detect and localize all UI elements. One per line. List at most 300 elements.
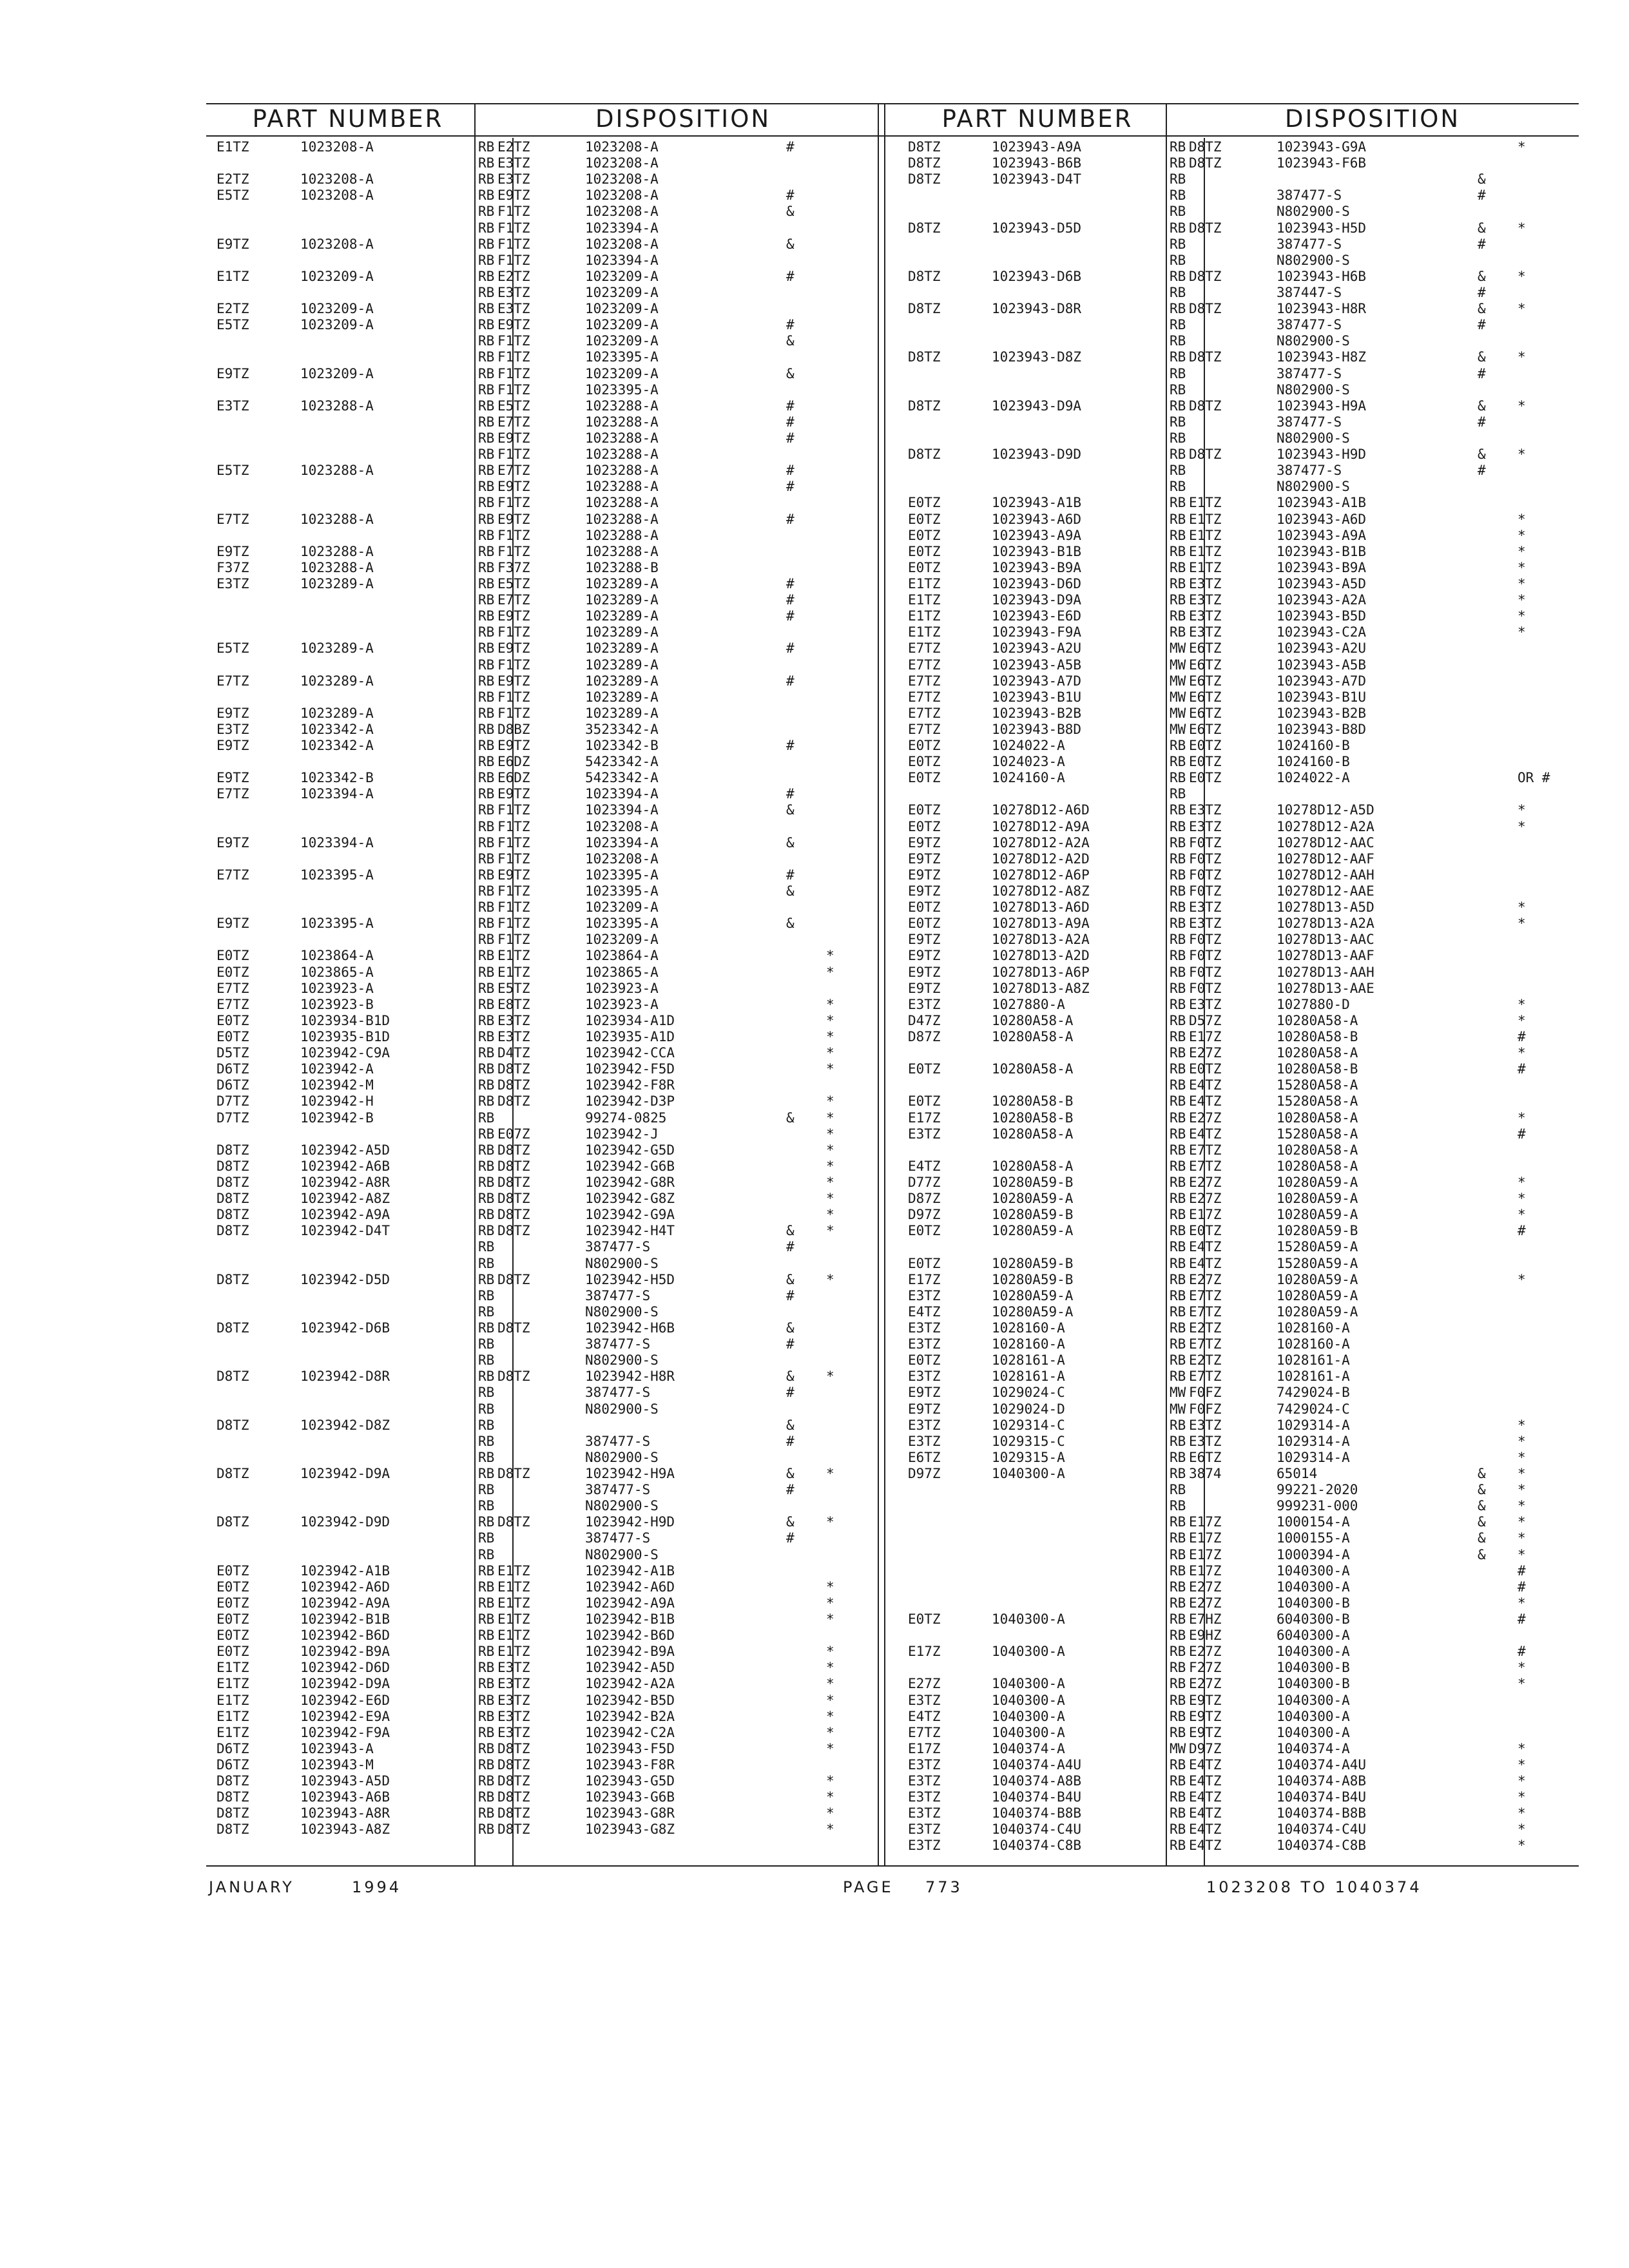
disposition-code: RB: [478, 414, 495, 430]
disposition-code: RB: [478, 1756, 495, 1773]
disposition-code: RB: [1170, 349, 1186, 365]
flag-amp: &: [1478, 1546, 1486, 1562]
flag-amp: #: [786, 1433, 795, 1449]
disposition-number: 3523342-A: [585, 721, 659, 737]
disposition-code: RB: [478, 1012, 495, 1028]
part-number: 10278D12-A6D: [992, 802, 1090, 818]
part-number: 1040374-A: [992, 1740, 1065, 1756]
flag-amp: #: [786, 398, 795, 414]
flag-amp: #: [786, 592, 795, 608]
disposition-model: F1TZ: [497, 220, 530, 236]
table-row: [898, 1191, 1587, 1207]
disposition-model: F1TZ: [497, 916, 530, 932]
part-number: 10278D12-A6P: [992, 867, 1090, 883]
part-model: E7TZ: [217, 673, 249, 689]
flag-amp: #: [786, 430, 795, 446]
table-row: [206, 738, 896, 754]
flag-note: *: [1518, 1530, 1526, 1546]
flag-note: *: [1518, 1012, 1526, 1028]
table-row: [206, 139, 896, 155]
table-row: [206, 1207, 896, 1223]
disposition-model: 3874: [1189, 1465, 1222, 1481]
part-model: D8TZ: [217, 1369, 249, 1385]
flag-note: *: [826, 1692, 834, 1708]
bottom-rule: [206, 1865, 1579, 1867]
part-number: 1029024-C: [992, 1385, 1065, 1401]
flag-note: *: [1518, 139, 1526, 155]
disposition-number: 1023288-A: [585, 398, 659, 414]
table-row: [898, 1838, 1587, 1854]
table-row: [206, 285, 896, 301]
part-number: 1028161-A: [992, 1369, 1065, 1385]
footer-year: 1994: [352, 1878, 402, 1896]
part-number: 1023943-D9A: [992, 398, 1082, 414]
flag-amp: &: [786, 802, 795, 818]
disposition-code: RB: [1170, 1223, 1186, 1239]
disposition-number: 1023943-A5B: [1277, 657, 1367, 673]
disposition-code: RB: [478, 381, 495, 398]
disposition-number: 1023209-A: [585, 284, 659, 300]
disposition-number: 387477-S: [585, 1287, 651, 1303]
disposition-model: D8TZ: [497, 1821, 530, 1838]
table-row: [898, 1530, 1587, 1546]
disposition-code: RB: [1170, 1287, 1186, 1303]
disposition-code: RB: [1170, 738, 1186, 754]
footer-range: 1023208 TO 1040374: [1206, 1878, 1422, 1896]
disposition-model: E1TZ: [497, 1562, 530, 1579]
disposition-number: 1023943-H9A: [1277, 398, 1367, 414]
disposition-code: RB: [478, 1449, 495, 1465]
flag-amp: #: [786, 1385, 795, 1401]
part-model: E1TZ: [908, 608, 941, 624]
part-number: 10280A58-A: [992, 1012, 1074, 1028]
part-model: E0TZ: [217, 1644, 249, 1660]
part-model: E9TZ: [217, 705, 249, 721]
disposition-number: 1040300-A: [1277, 1708, 1350, 1724]
part-number: 1023942-B: [300, 1110, 374, 1126]
table-row: [898, 512, 1587, 528]
disposition-model: E1TZ: [497, 1628, 530, 1644]
part-model: E9TZ: [217, 738, 249, 754]
part-model: D97Z: [908, 1465, 941, 1481]
table-row: [898, 1595, 1587, 1611]
disposition-model: F1TZ: [497, 495, 530, 511]
part-number: 1023865-A: [300, 964, 374, 980]
disposition-code: RB: [1170, 1692, 1186, 1708]
part-model: E3TZ: [908, 1433, 941, 1449]
header-part-number-right: PART NUMBER: [941, 105, 1133, 133]
disposition-code: RB: [478, 1175, 495, 1190]
disposition-number: 1023208-A: [585, 236, 659, 252]
flag-amp: #: [786, 268, 795, 284]
disposition-code: RB: [1170, 996, 1186, 1012]
disposition-number: 1023288-A: [585, 543, 659, 559]
disposition-model: F1TZ: [497, 802, 530, 818]
disposition-number: 387477-S: [1277, 365, 1342, 381]
table-row: [898, 1126, 1587, 1142]
disposition-code: RB: [478, 155, 495, 171]
part-number: 1023289-A: [300, 673, 374, 689]
part-number: 1023864-A: [300, 948, 374, 964]
disposition-number: 10280A58-A: [1277, 1012, 1358, 1028]
flag-amp: #: [786, 414, 795, 430]
flag-amp: &: [1478, 1498, 1486, 1514]
disposition-model: D8TZ: [1189, 268, 1222, 284]
disposition-model: E4TZ: [1189, 1255, 1222, 1271]
disposition-model: F1TZ: [497, 705, 530, 721]
disposition-model: E17Z: [1189, 1530, 1222, 1546]
part-number: 1023943-F9A: [992, 624, 1082, 640]
flag-note: #: [1518, 1562, 1526, 1579]
disposition-number: 1023288-B: [585, 559, 659, 575]
part-number: 1040374-C8B: [992, 1838, 1082, 1854]
table-row: [206, 1061, 896, 1077]
disposition-code: RB: [478, 1692, 495, 1708]
part-number: 10278D12-A9A: [992, 818, 1090, 834]
part-model: D7TZ: [217, 1093, 249, 1110]
part-model: E9TZ: [908, 1385, 941, 1401]
disposition-code: RB: [1170, 1093, 1186, 1110]
disposition-number: 6040300-B: [1277, 1611, 1350, 1627]
disposition-number: 1023395-A: [585, 349, 659, 365]
disposition-code: RB: [478, 1740, 495, 1756]
disposition-code: RB: [478, 204, 495, 220]
disposition-number: 1023942-A6D: [585, 1579, 675, 1595]
table-row: [898, 1611, 1587, 1628]
disposition-code: RB: [1170, 1271, 1186, 1287]
table-row: [898, 738, 1587, 754]
flag-note: *: [826, 996, 834, 1012]
part-model: E27Z: [908, 1676, 941, 1692]
disposition-code: RB: [1170, 1239, 1186, 1255]
part-model: E9TZ: [908, 932, 941, 948]
part-model: E6TZ: [908, 1449, 941, 1465]
disposition-number: 1023395-A: [585, 883, 659, 899]
flag-note: *: [826, 1611, 834, 1627]
disposition-number: N802900-S: [1277, 204, 1350, 220]
disposition-model: E5TZ: [497, 980, 530, 996]
table-row: [206, 204, 896, 220]
part-number: 1023942-B1B: [300, 1611, 390, 1627]
disposition-number: 15280A59-A: [1277, 1239, 1358, 1255]
part-model: D6TZ: [217, 1077, 249, 1093]
flag-note: *: [826, 1740, 834, 1756]
disposition-number: 1023942-A9A: [585, 1595, 675, 1611]
flag-amp: &: [786, 883, 795, 899]
disposition-number: 1023943-G6B: [585, 1789, 675, 1805]
flag-note: *: [826, 1126, 834, 1142]
disposition-model: E3TZ: [497, 1012, 530, 1028]
table-row: [206, 1029, 896, 1045]
disposition-model: E3TZ: [1189, 1433, 1222, 1449]
disposition-code: RB: [478, 867, 495, 883]
part-model: D8TZ: [908, 301, 941, 317]
disposition-number: 1023394-A: [585, 802, 659, 818]
disposition-code: RB: [1170, 754, 1186, 770]
disposition-number: 387477-S: [585, 1336, 651, 1352]
part-model: D8TZ: [217, 1821, 249, 1838]
disposition-code: RB: [1170, 1369, 1186, 1385]
part-model: E7TZ: [908, 1724, 941, 1740]
disposition-model: E7TZ: [1189, 1287, 1222, 1303]
part-model: D87Z: [908, 1191, 941, 1207]
disposition-model: E7TZ: [1189, 1336, 1222, 1352]
disposition-code: RB: [478, 1320, 495, 1336]
part-model: E3TZ: [908, 1838, 941, 1854]
disposition-number: 99221-2020: [1277, 1482, 1358, 1498]
table-row: [898, 1352, 1587, 1369]
flag-note: *: [1518, 592, 1526, 608]
part-model: E3TZ: [908, 996, 941, 1012]
disposition-model: E9TZ: [497, 673, 530, 689]
disposition-number: 1023289-A: [585, 624, 659, 640]
table-row: [898, 1158, 1587, 1175]
disposition-number: 1023394-A: [585, 834, 659, 850]
part-model: E0TZ: [908, 802, 941, 818]
table-row: [206, 624, 896, 640]
disposition-model: E9TZ: [497, 479, 530, 495]
table-row: [898, 479, 1587, 495]
table-row: [898, 770, 1587, 786]
disposition-code: RB: [1170, 155, 1186, 171]
disposition-number: 1023289-A: [585, 657, 659, 673]
disposition-model: F1TZ: [497, 932, 530, 948]
flag-amp: &: [786, 204, 795, 220]
disposition-model: E6TZ: [1189, 721, 1222, 737]
flag-note: *: [826, 1660, 834, 1676]
part-model: E9TZ: [908, 948, 941, 964]
disposition-code: RB: [478, 1708, 495, 1724]
part-model: E0TZ: [908, 770, 941, 786]
table-row: [206, 1466, 896, 1482]
table-row: [898, 414, 1587, 430]
disposition-model: D8TZ: [497, 1175, 530, 1190]
disposition-number: 10278D12-AAF: [1277, 850, 1374, 867]
disposition-number: 1023943-A2A: [1277, 592, 1367, 608]
part-model: E0TZ: [217, 1628, 249, 1644]
disposition-number: 1023865-A: [585, 964, 659, 980]
disposition-model: E3TZ: [1189, 996, 1222, 1012]
disposition-code: RB: [478, 463, 495, 479]
disposition-code: RB: [1170, 317, 1186, 333]
part-number: 1023942-D8R: [300, 1369, 390, 1385]
table-row: [206, 754, 896, 770]
flag-note: *: [1518, 1175, 1526, 1190]
disposition-code: RB: [478, 171, 495, 187]
part-number: 1023943-D6D: [992, 575, 1082, 591]
part-model: D8TZ: [217, 1158, 249, 1174]
flag-amp: #: [786, 786, 795, 802]
part-model: E17Z: [908, 1110, 941, 1126]
flag-note: *: [1518, 916, 1526, 932]
part-model: E1TZ: [908, 624, 941, 640]
flag-amp: &: [1478, 171, 1486, 187]
disposition-model: D57Z: [1189, 1012, 1222, 1028]
disposition-model: F1TZ: [497, 883, 530, 899]
disposition-model: D4TZ: [497, 1045, 530, 1061]
part-number: 1023942-D8Z: [300, 1417, 390, 1433]
disposition-number: 10278D13-AAF: [1277, 948, 1374, 964]
disposition-code: RB: [478, 1789, 495, 1805]
disposition-model: F0TZ: [1189, 883, 1222, 899]
table-row: [898, 1676, 1587, 1692]
disposition-number: 1040300-A: [1277, 1562, 1350, 1579]
disposition-model: D8TZ: [1189, 398, 1222, 414]
disposition-model: E6TZ: [1189, 705, 1222, 721]
disposition-number: 1023208-A: [585, 204, 659, 220]
disposition-model: E3TZ: [497, 171, 530, 187]
flag-amp: #: [786, 575, 795, 591]
disposition-code: RB: [478, 333, 495, 349]
disposition-model: E6DZ: [497, 754, 530, 770]
table-row: [206, 414, 896, 430]
disposition-number: 10280A58-B: [1277, 1061, 1358, 1077]
disposition-number: 1023209-A: [585, 365, 659, 381]
table-row: [898, 608, 1587, 624]
disposition-code: RB: [478, 899, 495, 916]
disposition-code: RB: [478, 802, 495, 818]
table-row: [898, 1563, 1587, 1579]
disposition-code: RB: [1170, 592, 1186, 608]
table-row: [206, 657, 896, 673]
table-row: [206, 1693, 896, 1709]
disposition-code: RB: [478, 1773, 495, 1789]
flag-note: *: [1518, 1417, 1526, 1433]
flag-amp: #: [786, 463, 795, 479]
part-number: 1023395-A: [300, 867, 374, 883]
table-row: [898, 689, 1587, 706]
disposition-model: D8TZ: [497, 1223, 530, 1239]
disposition-number: N802900-S: [1277, 252, 1350, 268]
disposition-number: 99274-0825: [585, 1110, 667, 1126]
part-model: E9TZ: [908, 834, 941, 850]
disposition-code: MW: [1170, 673, 1186, 689]
disposition-code: RB: [478, 1239, 495, 1255]
disposition-model: E9TZ: [497, 317, 530, 333]
disposition-model: D8TZ: [497, 1207, 530, 1223]
disposition-number: 1023288-A: [585, 414, 659, 430]
part-number: 1023942-M: [300, 1077, 374, 1093]
part-number: 1040300-A: [992, 1644, 1065, 1660]
disposition-model: E4TZ: [1189, 1756, 1222, 1773]
flag-amp: &: [1478, 268, 1486, 284]
part-number: 1023942-A9A: [300, 1207, 390, 1223]
table-row: [206, 430, 896, 447]
part-number: 1023942-E6D: [300, 1692, 390, 1708]
table-row: [206, 1498, 896, 1514]
part-model: D8TZ: [908, 447, 941, 463]
disposition-number: 387477-S: [1277, 236, 1342, 252]
table-row: [206, 706, 896, 722]
table-row: [898, 1773, 1587, 1789]
disposition-code: RB: [1170, 1579, 1186, 1595]
part-number: 1023943-B6B: [992, 155, 1082, 171]
disposition-code: RB: [478, 640, 495, 657]
disposition-code: RB: [1170, 1708, 1186, 1724]
disposition-number: 1029314-A: [1277, 1449, 1350, 1465]
disposition-code: RB: [478, 624, 495, 640]
part-model: D97Z: [908, 1207, 941, 1223]
disposition-model: E4TZ: [1189, 1239, 1222, 1255]
flag-note: *: [826, 1579, 834, 1595]
part-number: 10278D12-A2A: [992, 834, 1090, 850]
disposition-code: RB: [1170, 1449, 1186, 1465]
disposition-code: RB: [478, 996, 495, 1012]
disposition-number: 1023943-G5D: [585, 1773, 675, 1789]
disposition-number: 1040300-A: [1277, 1579, 1350, 1595]
part-model: D6TZ: [217, 1061, 249, 1077]
disposition-code: RB: [1170, 932, 1186, 948]
disposition-model: E6TZ: [1189, 673, 1222, 689]
disposition-number: 1023942-C2A: [585, 1724, 675, 1740]
disposition-model: E3TZ: [1189, 575, 1222, 591]
disposition-code: RB: [1170, 802, 1186, 818]
disposition-number: 10280A58-A: [1277, 1158, 1358, 1174]
part-model: E0TZ: [908, 511, 941, 527]
part-model: D6TZ: [217, 1740, 249, 1756]
part-model: E0TZ: [908, 1611, 941, 1627]
part-model: D8TZ: [217, 1465, 249, 1481]
disposition-number: 1023942-H5D: [585, 1271, 675, 1287]
disposition-code: RB: [478, 980, 495, 996]
flag-note: *: [826, 1093, 834, 1110]
disposition-number: 1023942-B9A: [585, 1644, 675, 1660]
disposition-number: 1023943-A1B: [1277, 495, 1367, 511]
part-model: E3TZ: [217, 721, 249, 737]
table-row: [898, 706, 1587, 722]
part-model: E7TZ: [908, 640, 941, 657]
part-model: E0TZ: [908, 916, 941, 932]
table-row: [206, 576, 896, 592]
flag-amp: #: [1478, 284, 1486, 300]
disposition-number: 1040374-B8B: [1277, 1805, 1367, 1821]
disposition-code: MW: [1170, 1740, 1186, 1756]
part-number: 10280A59-A: [992, 1303, 1074, 1320]
disposition-number: 10278D12-A5D: [1277, 802, 1374, 818]
disposition-number: 1023943-H9D: [1277, 447, 1367, 463]
disposition-number: 1023942-J: [585, 1126, 659, 1142]
part-model: E3TZ: [217, 575, 249, 591]
table-row: [898, 1693, 1587, 1709]
table-row: [898, 1725, 1587, 1741]
flag-note: *: [1518, 1514, 1526, 1530]
disposition-model: E3TZ: [1189, 592, 1222, 608]
disposition-number: 1023288-A: [585, 447, 659, 463]
part-model: E0TZ: [217, 964, 249, 980]
disposition-model: E9TZ: [497, 511, 530, 527]
disposition-model: E1TZ: [497, 964, 530, 980]
flag-note: *: [1518, 996, 1526, 1012]
disposition-model: F0FZ: [1189, 1401, 1222, 1417]
disposition-number: 1023208-A: [585, 139, 659, 155]
disposition-model: F0TZ: [1189, 834, 1222, 850]
flag-amp: #: [786, 187, 795, 204]
flag-note: *: [1518, 220, 1526, 236]
table-row: [206, 835, 896, 851]
table-row: [206, 1272, 896, 1288]
part-model: E0TZ: [908, 1223, 941, 1239]
flag-amp: &: [786, 1369, 795, 1385]
disposition-model: F1TZ: [497, 818, 530, 834]
flag-amp: &: [786, 1223, 795, 1239]
part-model: E3TZ: [908, 1320, 941, 1336]
disposition-model: E1TZ: [497, 1579, 530, 1595]
table-row: [206, 333, 896, 349]
disposition-code: RB: [478, 187, 495, 204]
table-row: [206, 786, 896, 802]
disposition-number: 10278D12-AAC: [1277, 834, 1374, 850]
disposition-number: 7429024-B: [1277, 1385, 1350, 1401]
